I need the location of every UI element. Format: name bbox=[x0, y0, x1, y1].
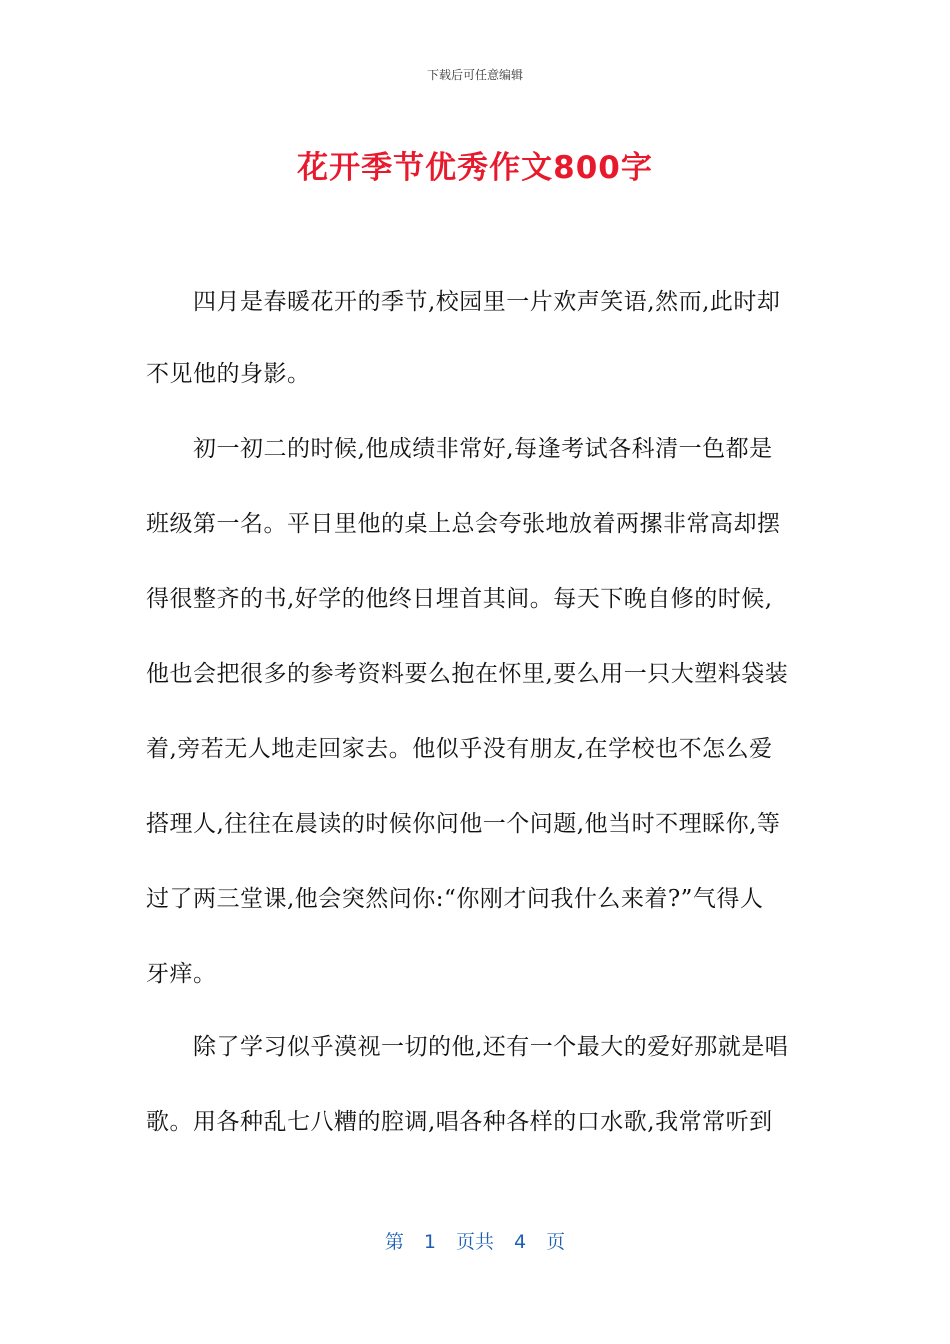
paragraph-2-line-6: 搭理人,往往在晨读的时候你问他一个问题,他当时不理睬你,等 bbox=[146, 811, 781, 837]
document-title: 花开季节优秀作文800字 bbox=[297, 150, 653, 186]
paragraph-2-line-5: 着,旁若无人地走回家去。他似乎没有朋友,在学校也不怎么爱 bbox=[146, 736, 773, 762]
paragraph-3-line-2: 歌。用各种乱七八糟的腔调,唱各种各样的口水歌,我常常听到 bbox=[146, 1109, 773, 1135]
paragraph-3-line-1: 除了学习似乎漠视一切的他,还有一个最大的爱好那就是唱 bbox=[193, 1034, 789, 1060]
paragraph-2-line-1: 初一初二的时候,他成绩非常好,每逢考试各科清一色都是 bbox=[193, 436, 773, 462]
page-footer: 第 1 页共 4 页 bbox=[384, 1231, 566, 1253]
paragraph-2-line-4: 他也会把很多的参考资料要么抱在怀里,要么用一只大塑料袋装 bbox=[146, 661, 789, 687]
paragraph-2-line-2: 班级第一名。平日里他的桌上总会夸张地放着两摞非常高却摆 bbox=[146, 511, 781, 537]
paragraph-1-line-1: 四月是春暖花开的季节,校园里一片欢声笑语,然而,此时却 bbox=[193, 289, 781, 315]
header-note: 下载后可任意编辑 bbox=[426, 68, 523, 82]
paragraph-2-line-3: 得很整齐的书,好学的他终日埋首其间。每天下晚自修的时候, bbox=[146, 586, 773, 612]
paragraph-1-line-2: 不见他的身影。 bbox=[146, 361, 311, 387]
paragraph-2-line-8: 牙痒。 bbox=[146, 961, 217, 987]
paragraph-2-line-7: 过了两三堂课,他会突然问你:“你刚才问我什么来着?”气得人 bbox=[146, 886, 764, 912]
